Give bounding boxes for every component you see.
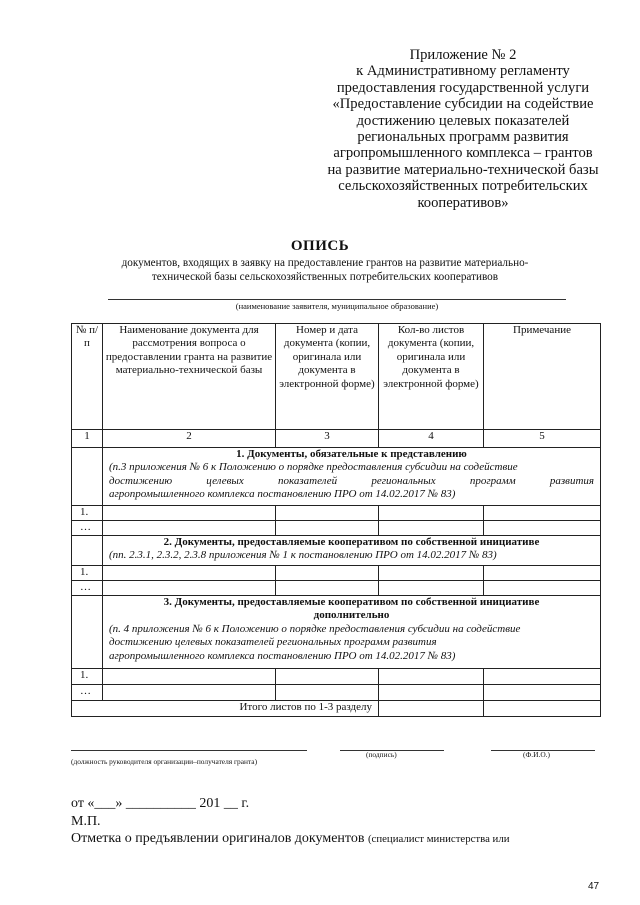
originals-mark-note: (специалист министерства или — [367, 833, 510, 845]
cell-document-name[interactable] — [103, 521, 276, 536]
total-note[interactable] — [484, 701, 601, 717]
cell-number-date[interactable] — [276, 521, 379, 536]
cell-sheet-count[interactable] — [379, 669, 484, 685]
table-row — [72, 566, 601, 581]
appendix-line: «Предоставление субсидии на содействие — [332, 96, 594, 113]
total-label: Итого листов по 1-3 разделу — [72, 701, 379, 717]
date-line: от «___» __________ 201 __ г. — [71, 796, 250, 811]
section-1-title: 1. Документы, обязательные к представлению — [236, 448, 467, 460]
cell-note[interactable] — [484, 581, 601, 596]
section-3-title-continued: дополнительно — [313, 609, 390, 622]
cell-document-name[interactable] — [103, 581, 276, 596]
header-number-date: Номер и дата документа (копии, оригинала или документа в электронной форме) — [276, 324, 379, 430]
column-number: 3 — [276, 430, 379, 448]
total-row — [72, 701, 601, 717]
section-2-reference: (пп. 2.3.1, 2.3.2, 2.3.8 приложения № 1 к постановлению ПРО от 14.02.2017 № 83) — [109, 549, 497, 562]
section-2-header — [103, 536, 601, 566]
cell-document-name[interactable] — [103, 685, 276, 701]
applicant-fill-line[interactable] — [108, 299, 566, 300]
header-document-name: Наименование документа для рассмотрения вопроса о предоставлении гранта на развитие материально-технической базы — [103, 324, 276, 430]
row-number: … — [72, 521, 103, 536]
table-header-row — [72, 324, 601, 430]
appendix-header — [318, 47, 608, 211]
ref-word: показателей — [277, 474, 338, 487]
table-row — [72, 521, 601, 536]
row-number: … — [72, 685, 103, 701]
section-3-header — [103, 596, 601, 669]
header-sheet-count: Кол-во листов документа (копии, оригинала или документа в электронной форме) — [379, 324, 484, 430]
cell-number-date[interactable] — [276, 566, 379, 581]
ref-word: региональных — [371, 474, 436, 487]
cell-note[interactable] — [484, 685, 601, 701]
cell-sheet-count[interactable] — [379, 685, 484, 701]
document-subtitle — [80, 256, 570, 284]
section-3-reference: (п. 4 приложения № 6 к Положению о порядке предоставления субсидии на содействие — [109, 622, 521, 635]
cell-note[interactable] — [484, 566, 601, 581]
table-row — [72, 685, 601, 701]
table-row — [72, 669, 601, 685]
cell-sheet-count[interactable] — [379, 566, 484, 581]
ref-word: достижению — [109, 474, 173, 487]
appendix-line: агропромышленного комплекса – грантов — [333, 145, 593, 162]
section-3-title: 3. Документы, предоставляемые кооперативом по собственной инициативе — [163, 596, 540, 608]
section-1-header — [103, 448, 601, 506]
section-1-reference: (п.3 приложения № 6 к Положению о порядке предоставления субсидии на содействие — [109, 461, 518, 474]
page-number: 47 — [588, 881, 600, 892]
section-1-reference-justified — [105, 475, 598, 488]
section-number-cell — [72, 596, 103, 669]
cell-note[interactable] — [484, 521, 601, 536]
row-number: 1. — [72, 669, 103, 685]
applicant-caption: (наименование заявителя, муниципальное образование) — [235, 301, 439, 311]
appendix-line: на развитие материально-технической базы — [327, 161, 599, 178]
section-3-reference: достижению целевых показателей региональных программ развития — [109, 636, 437, 649]
table-row — [72, 506, 601, 521]
row-number: 1. — [72, 506, 103, 521]
ref-word: целевых — [206, 474, 244, 487]
documents-inventory-table — [71, 323, 601, 717]
subtitle-line: технической базы сельскохозяйственных потребительских кооперативов — [151, 271, 499, 283]
cell-note[interactable] — [484, 506, 601, 521]
position-caption: (должность руководителя организации–получателя гранта) — [71, 757, 258, 766]
cell-document-name[interactable] — [103, 566, 276, 581]
appendix-line: Приложение № 2 — [409, 47, 517, 63]
total-sheet-count[interactable] — [379, 701, 484, 717]
document-title: ОПИСЬ — [290, 238, 350, 254]
section-1-header-row — [72, 448, 601, 506]
section-3-reference: агропромышленного комплекса постановлению ПРО от 14.02.2017 № 83) — [109, 649, 456, 662]
section-2-title: 2. Документы, предоставляемые кооперативом по собственной инициативе — [163, 536, 540, 548]
cell-document-name[interactable] — [103, 669, 276, 685]
table-row — [72, 581, 601, 596]
column-number: 1 — [72, 430, 103, 448]
cell-sheet-count[interactable] — [379, 581, 484, 596]
section-3-header-row — [72, 596, 601, 669]
row-number: 1. — [72, 566, 103, 581]
subtitle-line: документов, входящих в заявку на предоставление грантов на развитие материально- — [121, 257, 529, 269]
name-caption: (Ф.И.О.) — [523, 750, 550, 759]
ref-word: развития — [549, 474, 594, 487]
position-signature-line[interactable] — [71, 750, 307, 751]
appendix-line: предоставления государственной услуги — [336, 79, 590, 96]
header-note: Примечание — [484, 324, 601, 430]
section-2-header-row — [72, 536, 601, 566]
section-1-reference: агропромышленного комплекса постановлению ПРО от 14.02.2017 № 83) — [109, 488, 456, 501]
cell-number-date[interactable] — [276, 669, 379, 685]
appendix-line: достижению целевых показателей — [356, 112, 570, 129]
appendix-line: кооперативов» — [417, 194, 509, 211]
appendix-line: региональных программ развития — [357, 129, 569, 146]
cell-number-date[interactable] — [276, 581, 379, 596]
column-number: 2 — [103, 430, 276, 448]
column-number: 5 — [484, 430, 601, 448]
signature-caption: (подпись) — [366, 750, 397, 759]
appendix-line: к Административному регламенту — [356, 63, 570, 80]
cell-number-date[interactable] — [276, 685, 379, 701]
column-number: 4 — [379, 430, 484, 448]
column-numbers-row — [72, 430, 601, 448]
appendix-line: сельскохозяйственных потребительских — [338, 178, 588, 195]
stamp-place: М.П. — [71, 814, 101, 829]
cell-note[interactable] — [484, 669, 601, 685]
originals-mark — [71, 831, 510, 847]
cell-sheet-count[interactable] — [379, 506, 484, 521]
row-number: … — [72, 581, 103, 596]
cell-number-date[interactable] — [276, 506, 379, 521]
originals-mark-text: Отметка о предъявлении оригиналов документов — [71, 831, 365, 846]
cell-document-name[interactable] — [103, 506, 276, 521]
section-number-cell — [72, 536, 103, 566]
section-number-cell — [72, 448, 103, 506]
cell-sheet-count[interactable] — [379, 521, 484, 536]
ref-word: программ — [469, 474, 516, 487]
header-number: № п/п — [72, 324, 103, 430]
